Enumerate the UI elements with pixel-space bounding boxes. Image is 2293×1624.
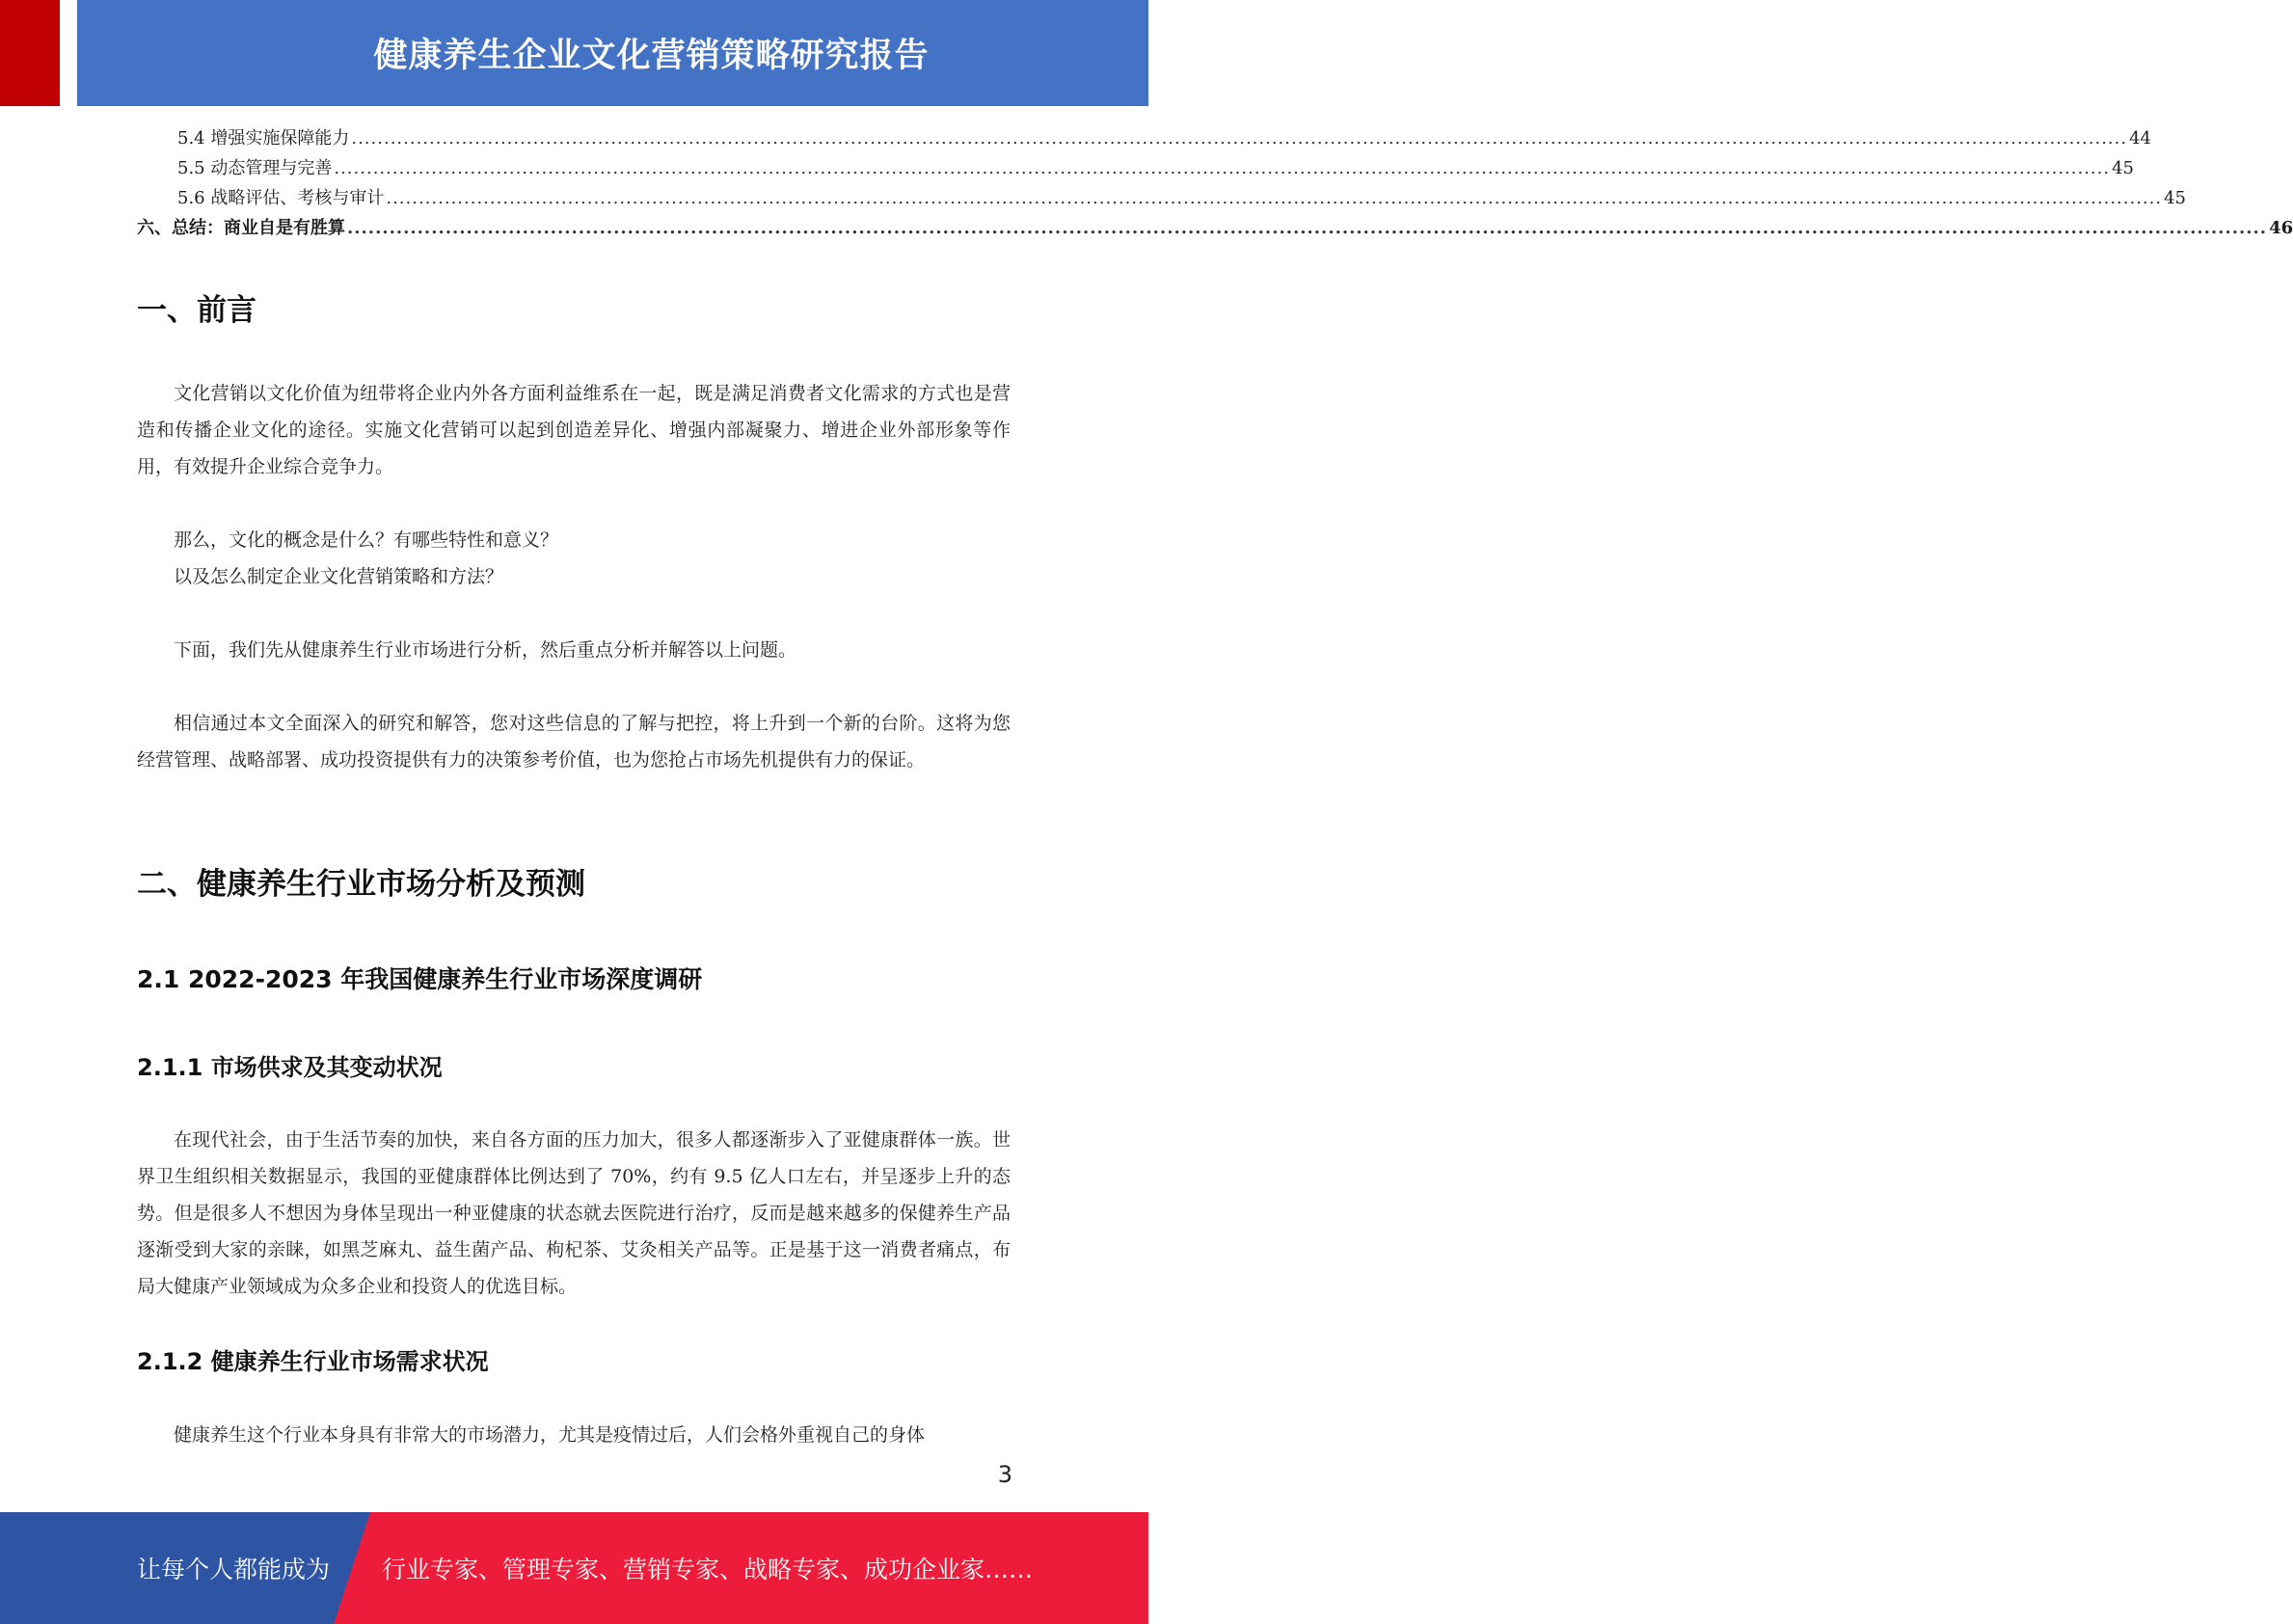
page-header xyxy=(0,0,1148,106)
toc-entry-5-5[interactable] xyxy=(137,153,2135,183)
toc-entry-page: 46 xyxy=(2269,218,2293,238)
paragraph-question-2: 以及怎么制定企业文化营销策略和方法？ xyxy=(174,566,504,587)
heading-market-analysis: 二、健康养生行业市场分析及预测 xyxy=(137,867,585,902)
toc-leader-dots: .................................................................................................................................................................................................................................................................................. xyxy=(347,218,2268,238)
toc-entry-5-4[interactable] xyxy=(137,123,2152,153)
toc-leader-dots: .................................................................................................................................................................................................................................................................................. xyxy=(386,188,2163,208)
heading-2-1-2: 2.1.2 健康养生行业市场需求状况 xyxy=(137,1348,489,1375)
toc-entry-label: 5.4 增强实施保障能力 xyxy=(177,128,350,149)
toc-entry-label: 六、总结：商业自是有胜算 xyxy=(137,218,345,238)
heading-2-1: 2.1 2022-2023 年我国健康养生行业市场深度调研 xyxy=(137,965,703,993)
paragraph-market-supply: 在现代社会，由于生活节奏的加快，来自各方面的压力加大，很多人都逐渐步入了亚健康群体一族。世界卫生组织相关数据显示，我国的亚健康群体比例达到了 70%，约有 9.5 亿人口左右，并呈逐步上升的态势。但是很多人不想因为身体呈现出一种亚健康的状态就去医院进行治疗，反而是越来越多的保健养生产品逐渐受到大家的亲睐，如黑芝麻丸、益生菌产品、枸杞茶、艾灸相关产品等。正是基于这一消费者痛点，布局大健康产业领域成为众多企业和投资人的优选目标。 xyxy=(137,1129,1011,1297)
toc-entry-label: 5.5 动态管理与完善 xyxy=(177,158,333,178)
paragraph-preface-next: 下面，我们先从健康养生行业市场进行分析，然后重点分析并解答以上问题。 xyxy=(174,639,797,661)
toc-entry-page: 45 xyxy=(2164,188,2187,208)
footer-slogan-right: 行业专家、管理专家、营销专家、战略专家、成功企业家…… xyxy=(382,1556,1034,1583)
toc-leader-dots: .................................................................................................................................................................................................................................................................................. xyxy=(334,158,2111,178)
toc-entry-page: 45 xyxy=(2112,158,2135,178)
paragraph-market-demand: 健康养生这个行业本身具有非常大的市场潜力，尤其是疫情过后，人们会格外重视自己的身体 xyxy=(174,1424,926,1446)
heading-preface: 一、前言 xyxy=(137,293,256,328)
toc-entry-page: 44 xyxy=(2129,128,2152,149)
page-number: 3 xyxy=(997,1461,1012,1488)
toc-entry-5-6[interactable] xyxy=(137,183,2187,213)
toc-entry-6[interactable] xyxy=(137,213,2293,243)
heading-2-1-1: 2.1.1 市场供求及其变动状况 xyxy=(137,1054,443,1081)
toc-entry-label: 5.6 战略评估、考核与审计 xyxy=(177,188,385,208)
report-title: 健康养生企业文化营销策略研究报告 xyxy=(373,37,930,75)
toc-leader-dots: .................................................................................................................................................................................................................................................................................. xyxy=(351,128,2128,149)
page-footer xyxy=(0,1512,1148,1624)
paragraph-question-1: 那么，文化的概念是什么？有哪些特性和意义？ xyxy=(174,529,559,551)
footer-slogan-left: 让每个人都能成为 xyxy=(137,1556,331,1583)
paragraph-preface-intro: 文化营销以文化价值为纽带将企业内外各方面利益维系在一起，既是满足消费者文化需求的方式也是营造和传播企业文化的途径。实施文化营销可以起到创造差异化、增强内部凝聚力、增进企业外部形象等作用，有效提升企业综合竞争力。 xyxy=(137,383,1011,477)
paragraph-preface-closing: 相信通过本文全面深入的研究和解答，您对这些信息的了解与把控，将上升到一个新的台阶。这将为您经营管理、战略部署、成功投资提供有力的决策参考价值，也为您抢占市场先机提供有力的保证。 xyxy=(137,713,1011,771)
table-of-contents xyxy=(137,123,2293,243)
